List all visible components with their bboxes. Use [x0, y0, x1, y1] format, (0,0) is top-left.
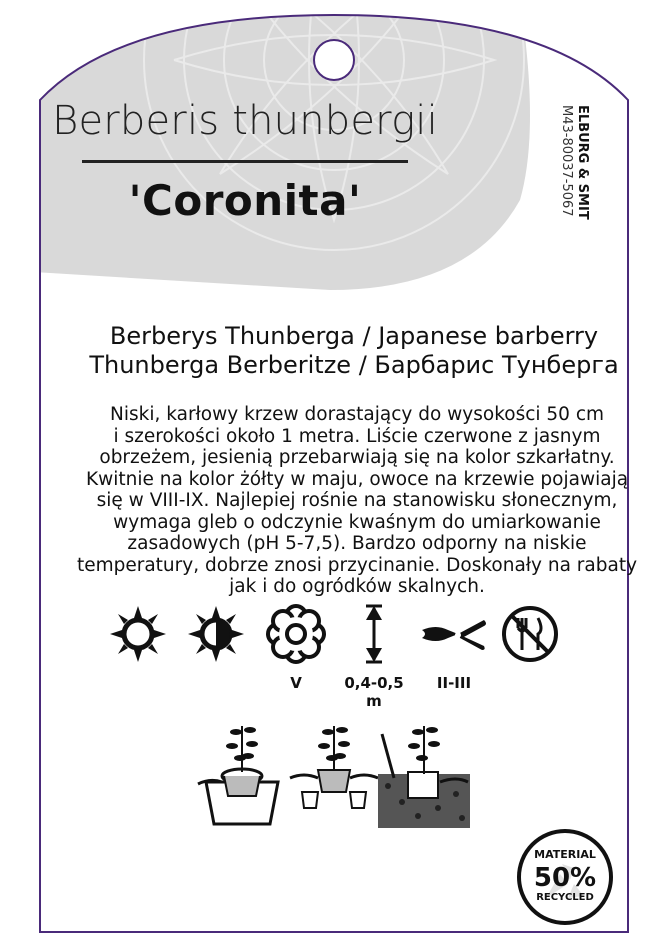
care-icons-row	[0, 604, 668, 674]
not-edible-icon	[500, 604, 560, 664]
badge-percent-text: 50%	[533, 863, 597, 893]
flowering-month-caption: V	[290, 674, 302, 692]
common-names-line: Thunberga Berberitze / Барбарис Тунберга	[89, 351, 619, 379]
badge-recycled-text: RECYCLED	[536, 892, 594, 903]
partial-shade-icon	[186, 604, 246, 664]
description-line: jak i do ogródków skalnych.	[229, 576, 485, 597]
brand-block	[560, 105, 600, 245]
full-sun-icon	[108, 604, 168, 664]
pruning-shears-icon	[418, 604, 490, 664]
flower-icon	[266, 604, 326, 664]
hang-hole	[314, 40, 354, 80]
description-line: obrzeżem, jesienią przebarwiają się na kolor szkarłatny.	[99, 447, 615, 468]
brand-name: ELBURG & SMIT	[575, 105, 590, 220]
description-line: zasadowych (pH 5-7,5). Bardzo odporny na niskie	[127, 533, 587, 554]
description-line: temperatury, dobrze znosi przycinanie. Doskonały na rabaty	[76, 554, 638, 576]
height-arrow-icon	[344, 604, 404, 664]
article-code: M43-80037-5067	[559, 105, 574, 217]
planting-step-remove-pot-icon	[288, 712, 380, 828]
description-line: i szerokości około 1 metra. Liście czerwone z jasnym	[113, 425, 601, 447]
planting-step-soak-icon	[196, 712, 288, 828]
description-line: Niski, karłowy krzew dorastający do wysokości 50 cm	[109, 404, 605, 425]
height-caption: 0,4-0,5 m	[344, 674, 404, 710]
recycled-material-badge	[516, 828, 614, 926]
latin-name: Berberis thunbergii	[52, 98, 438, 144]
cultivar-name: 'Coronita'	[128, 176, 362, 225]
description-line: się w VIII-IX. Najlepiej rośnie na stanowisku słonecznym,	[96, 490, 618, 511]
badge-material-text: MATERIAL	[534, 848, 596, 861]
common-names-line: Berberys Thunberga / Japanese barberry	[109, 322, 599, 350]
description	[40, 404, 668, 598]
planting-step-plant-icon	[378, 712, 470, 828]
title-divider	[82, 160, 408, 163]
description-line: wymaga gleb o odczynie kwaśnym do umiarkowanie	[113, 511, 601, 533]
pruning-months-caption: II-III	[436, 674, 472, 692]
description-line: Kwitnie na kolor żółty w maju, owoce na krzewie pojawiają	[85, 468, 629, 490]
common-names	[20, 322, 668, 380]
